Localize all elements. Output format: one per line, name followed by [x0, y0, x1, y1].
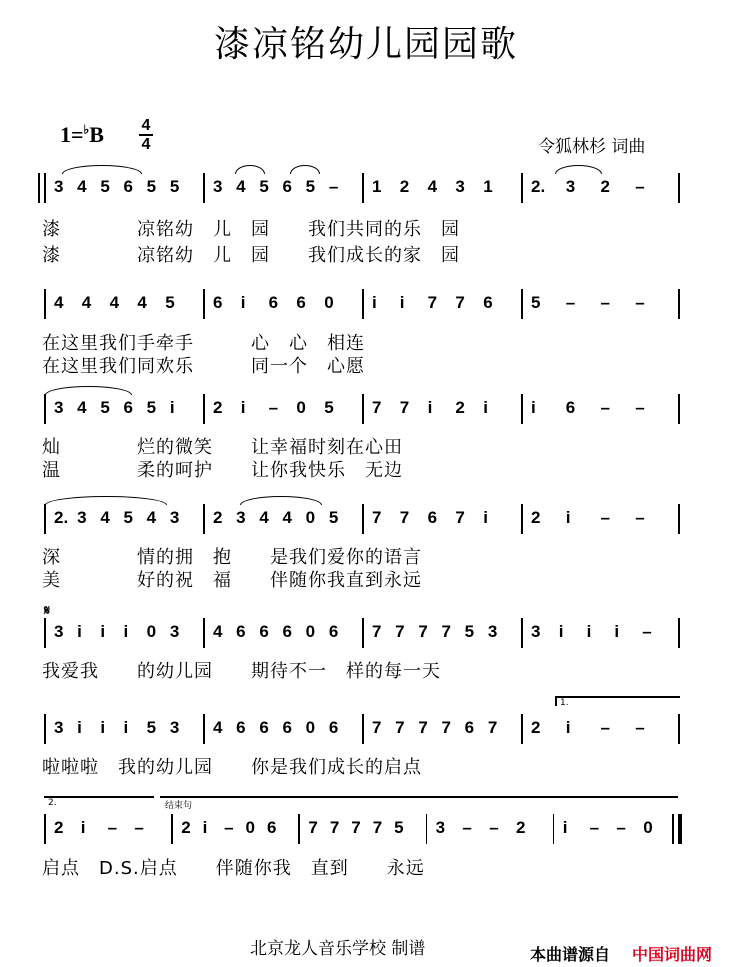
barline	[362, 504, 364, 534]
song-title: 漆凉铭幼儿园园歌	[213, 24, 518, 65]
note: 0	[305, 718, 316, 737]
repeat-start-bar	[38, 173, 40, 203]
note: 2	[213, 398, 223, 417]
note: –	[489, 818, 499, 837]
note: 3	[455, 177, 465, 196]
barline	[521, 289, 523, 319]
lyric-line: 在这里我们同欢乐 同一个 心愿	[42, 356, 365, 377]
barline	[362, 714, 364, 744]
note: 6	[282, 177, 292, 196]
note: i	[483, 398, 488, 417]
barline	[203, 289, 205, 319]
key-tone: B	[89, 122, 104, 147]
note: i	[531, 398, 536, 417]
note: 2	[516, 818, 526, 837]
note: 0	[296, 398, 306, 417]
note: 0	[245, 818, 255, 837]
note: –	[268, 398, 279, 417]
note: 0	[643, 818, 653, 837]
note: i	[483, 508, 488, 527]
note: –	[635, 293, 645, 312]
volta2-label: 2.	[48, 798, 57, 808]
note: 5	[259, 177, 269, 196]
note: i	[558, 622, 564, 641]
time-signature	[139, 118, 153, 152]
note: 5	[123, 508, 133, 527]
note: 7	[372, 818, 383, 837]
note: 5	[146, 177, 157, 196]
slur	[45, 386, 132, 395]
note: 2	[213, 508, 223, 527]
note: 4	[100, 508, 110, 527]
ending-label: 结束句	[165, 801, 193, 811]
note: 2	[531, 508, 541, 527]
note: i	[100, 622, 106, 641]
footer-credit: 北京龙人音乐学校 制谱	[250, 939, 426, 959]
note: i	[427, 398, 433, 417]
note: 2	[531, 718, 541, 737]
note: i	[80, 818, 86, 837]
note: –	[635, 177, 645, 196]
note: 6	[464, 718, 475, 737]
barline	[678, 714, 680, 744]
note: 3	[54, 177, 64, 196]
note: 5	[165, 293, 175, 312]
barline	[678, 504, 680, 534]
note: 3	[565, 177, 576, 196]
note: 4	[109, 293, 120, 312]
note: –	[107, 818, 118, 837]
note: 5	[100, 177, 110, 196]
note: 6	[296, 293, 306, 312]
note: –	[600, 398, 610, 417]
lyric-line: 启点 D.S.启点 伴随你我 直到 永远	[42, 858, 425, 879]
segno-sign: 𝄋	[44, 602, 51, 618]
note: i	[399, 293, 405, 312]
note: 0	[305, 622, 316, 641]
note: 5	[169, 177, 180, 196]
note: 7	[455, 293, 465, 312]
barline	[44, 173, 46, 203]
barline	[521, 394, 523, 424]
lyric-line: 温 柔的呵护 让你我快乐 无边	[42, 460, 403, 481]
lyric-line: 啦啦啦 我的幼儿园 你是我们成长的启点	[42, 757, 422, 778]
note: 5	[531, 293, 541, 312]
note: i	[100, 718, 106, 737]
note: 6	[483, 293, 493, 312]
note: 2.	[531, 177, 546, 196]
note: 4	[282, 508, 292, 527]
note: 0	[305, 508, 316, 527]
note: –	[462, 818, 472, 837]
note: 3	[169, 508, 180, 527]
note: –	[635, 508, 645, 527]
barline	[678, 394, 680, 424]
barline	[362, 289, 364, 319]
note: 7	[487, 718, 498, 737]
note: 3	[213, 177, 223, 196]
note: 6	[266, 818, 277, 837]
note: i	[565, 508, 571, 527]
note: 7	[441, 718, 451, 737]
slur	[62, 165, 142, 174]
note: 3	[435, 818, 446, 837]
note: i	[169, 398, 175, 417]
note: i	[77, 718, 82, 737]
note: –	[224, 818, 234, 837]
key-signature	[60, 122, 104, 148]
note: 6	[259, 622, 269, 641]
note: 2	[600, 177, 610, 196]
note: 0	[146, 622, 157, 641]
note: 6	[213, 293, 223, 312]
note: 3	[54, 718, 64, 737]
note: 6	[328, 622, 339, 641]
barline	[44, 394, 46, 424]
barline	[521, 714, 523, 744]
note: i	[240, 293, 246, 312]
barline	[678, 618, 680, 648]
slur	[555, 165, 602, 174]
meter-top: 4	[141, 117, 151, 134]
barline	[203, 504, 205, 534]
lyric-line: 漆 凉铭幼 儿 园 我们成长的家 园	[42, 245, 460, 266]
barline	[203, 173, 205, 203]
note: i	[240, 398, 246, 417]
barline	[203, 714, 205, 744]
note: i	[614, 622, 620, 641]
note: 4	[77, 177, 87, 196]
note: 7	[418, 622, 428, 641]
note: –	[600, 508, 610, 527]
note: 5	[305, 177, 316, 196]
note: 2.	[54, 508, 69, 527]
barline	[678, 289, 680, 319]
note: i	[562, 818, 568, 837]
note: 7	[372, 398, 382, 417]
note: i	[586, 622, 592, 641]
note: 6	[268, 293, 279, 312]
note: 7	[329, 818, 340, 837]
note: 7	[351, 818, 361, 837]
lyric-line: 灿 烂的微笑 让幸福时刻在心田	[42, 437, 403, 458]
note: i	[123, 622, 129, 641]
slur	[45, 496, 167, 505]
note: –	[565, 293, 576, 312]
note: 5	[328, 508, 339, 527]
barline	[678, 173, 680, 203]
note: 3	[531, 622, 541, 641]
composer-credit: 令狐林杉 词曲	[538, 137, 646, 157]
note: i	[565, 718, 571, 737]
volta-label: 1.	[560, 698, 569, 708]
barline	[203, 394, 205, 424]
note: 4	[213, 718, 223, 737]
note: 2	[54, 818, 64, 837]
note: 5	[394, 818, 404, 837]
note: 5	[146, 718, 157, 737]
note: 6	[565, 398, 576, 417]
note: –	[642, 622, 652, 641]
note: 1	[483, 177, 493, 196]
lyric-line: 漆 凉铭幼 儿 园 我们共同的乐 园	[42, 219, 460, 240]
meter-bottom: 4	[141, 135, 151, 153]
note: 4	[137, 293, 147, 312]
note: 7	[372, 622, 382, 641]
note: 5	[100, 398, 110, 417]
slur	[235, 165, 265, 174]
note: 7	[455, 508, 465, 527]
note: –	[635, 718, 645, 737]
barline	[678, 814, 682, 844]
note: 3	[169, 718, 180, 737]
lyric-line: 深 情的拥 抱 是我们爱你的语言	[42, 547, 422, 568]
note: –	[616, 818, 626, 837]
barline	[362, 618, 364, 648]
note: 6	[427, 508, 438, 527]
note: 4	[54, 293, 64, 312]
note: 6	[236, 718, 246, 737]
barline	[203, 618, 205, 648]
note: 6	[282, 718, 292, 737]
note: 3	[169, 622, 180, 641]
source-label: 本曲谱源自	[530, 945, 611, 964]
note: 2	[455, 398, 465, 417]
volta2-bracket	[44, 796, 154, 798]
note: 7	[395, 622, 405, 641]
note: i	[77, 622, 82, 641]
note: 7	[308, 818, 318, 837]
note: 3	[236, 508, 246, 527]
lyric-line: 美 好的祝 福 伴随你我直到永远	[42, 570, 422, 591]
note: –	[600, 293, 610, 312]
barline	[171, 814, 173, 844]
note: i	[372, 293, 377, 312]
note: –	[589, 818, 600, 837]
note: –	[328, 177, 339, 196]
note: 7	[395, 718, 405, 737]
slur	[290, 165, 320, 174]
lyric-line: 在这里我们手牵手 心 心 相连	[42, 333, 365, 354]
key-prefix: 1=	[60, 122, 84, 147]
note: –	[600, 718, 610, 737]
note: 0	[324, 293, 334, 312]
note: 5	[146, 398, 157, 417]
barline	[44, 714, 46, 744]
barline	[44, 618, 46, 648]
slur	[240, 496, 322, 505]
barline	[553, 814, 555, 844]
note: 2	[399, 177, 410, 196]
barline	[362, 394, 364, 424]
note: 4	[81, 293, 92, 312]
volta-bracket	[555, 696, 680, 698]
note: 4	[146, 508, 157, 527]
note: 7	[372, 718, 382, 737]
flat-sign: ♭	[83, 122, 90, 137]
note: 3	[77, 508, 87, 527]
barline	[521, 173, 523, 203]
note: –	[134, 818, 144, 837]
note: 3	[54, 622, 64, 641]
note: 6	[236, 622, 246, 641]
note: 5	[324, 398, 334, 417]
note: 4	[427, 177, 438, 196]
barline	[44, 289, 46, 319]
note: 7	[372, 508, 382, 527]
note: 7	[399, 398, 410, 417]
barline	[44, 504, 46, 534]
note: 6	[123, 177, 133, 196]
barline	[426, 814, 428, 844]
ending-bracket	[160, 796, 678, 798]
note: 3	[487, 622, 498, 641]
note: 7	[441, 622, 451, 641]
note: 5	[464, 622, 475, 641]
barline	[521, 618, 523, 648]
barline	[672, 814, 674, 844]
source-site-link[interactable]: 中国词曲网	[632, 945, 713, 964]
note: 1	[372, 177, 382, 196]
note: 7	[399, 508, 410, 527]
note: 6	[328, 718, 339, 737]
note: 4	[236, 177, 246, 196]
lyric-line: 我爱我 的幼儿园 期待不一 样的每一天	[42, 661, 441, 682]
barline	[298, 814, 300, 844]
note: i	[123, 718, 129, 737]
note: 4	[259, 508, 269, 527]
note: 6	[282, 622, 292, 641]
note: 2	[181, 818, 191, 837]
barline	[521, 504, 523, 534]
note: 7	[427, 293, 438, 312]
note: 7	[418, 718, 428, 737]
note: 6	[123, 398, 133, 417]
barline	[362, 173, 364, 203]
note: –	[635, 398, 645, 417]
note: 4	[77, 398, 87, 417]
volta-bracket-end	[555, 696, 557, 706]
note: 6	[259, 718, 269, 737]
note: 3	[54, 398, 64, 417]
barline	[44, 814, 46, 844]
note: 4	[213, 622, 223, 641]
note: i	[202, 818, 208, 837]
